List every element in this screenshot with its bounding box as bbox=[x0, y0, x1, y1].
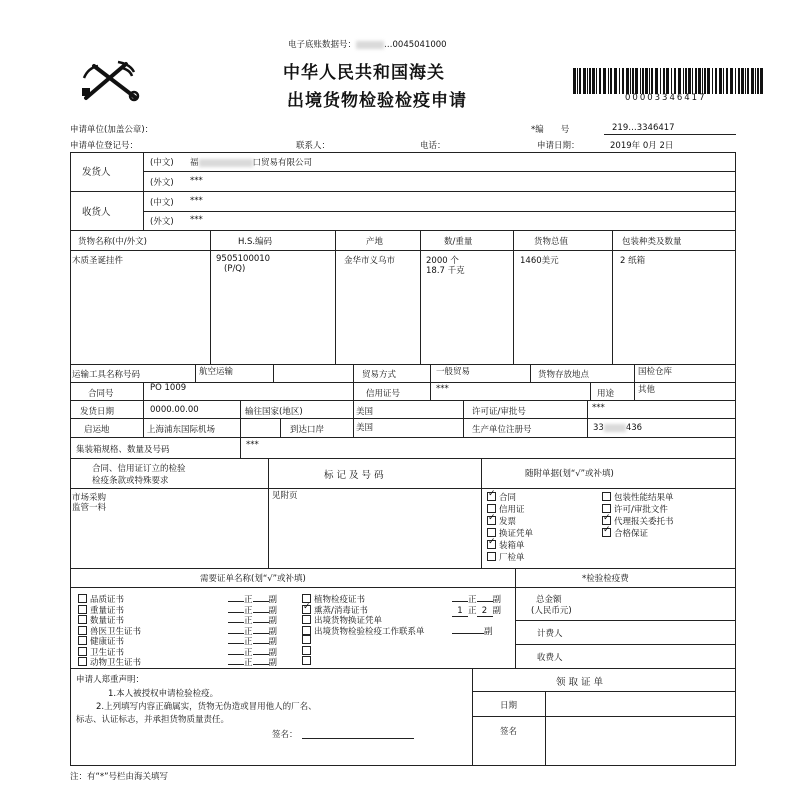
terms-header-2: 检疫条款或特殊要求 bbox=[92, 476, 169, 486]
checkbox[interactable] bbox=[78, 647, 87, 656]
depart-value: 上海浦东国际机场 bbox=[147, 425, 216, 435]
barcode-bar bbox=[651, 68, 653, 94]
cert-right-label: 熏蒸/消毒证书 bbox=[314, 605, 368, 616]
doc-left-item bbox=[487, 515, 533, 527]
cert-right-empty bbox=[302, 635, 512, 667]
title-line-1: 中华人民共和国海关 bbox=[283, 63, 445, 83]
goods-header-name: 货物名称(中/外文) bbox=[78, 237, 147, 247]
date-value: 2019年 0月 2日 bbox=[610, 141, 674, 151]
docs-header: 随附单据(划“√”或补填) bbox=[525, 469, 614, 479]
cert-left-copies[interactable]: 正 副 bbox=[228, 656, 277, 668]
barcode-bar bbox=[674, 68, 676, 94]
cert-right-item bbox=[302, 593, 512, 604]
barcode-bar bbox=[619, 68, 620, 94]
number-value: 219…3346417 bbox=[612, 123, 675, 133]
barcode-bar bbox=[603, 68, 606, 94]
consignor-en-value: *** bbox=[190, 176, 203, 186]
checkbox[interactable] bbox=[78, 626, 87, 635]
goods-packing: 2 纸箱 bbox=[620, 256, 646, 266]
goods-name: 木质圣诞挂件 bbox=[72, 256, 124, 266]
doc-left-item bbox=[487, 539, 533, 551]
checkbox[interactable] bbox=[78, 594, 87, 603]
barcode-bar bbox=[577, 68, 578, 94]
cert-left-label: 健康证书 bbox=[90, 637, 125, 647]
arrive-label: 到达口岸 bbox=[290, 425, 325, 435]
transport-tool-label: 运输工具名称号码 bbox=[72, 370, 141, 380]
barcode-bar bbox=[663, 68, 665, 94]
barcode-bar bbox=[704, 68, 706, 94]
total-label-1: 总金额 bbox=[536, 595, 562, 605]
barcode-bar bbox=[723, 68, 724, 94]
goods-header-qty: 数/重量 bbox=[444, 237, 473, 247]
consignor-cn-label: (中文) bbox=[150, 158, 174, 168]
barcode-bar bbox=[622, 68, 624, 94]
contract-value: PO 1009 bbox=[150, 383, 187, 393]
container-value: *** bbox=[246, 440, 259, 450]
cert-right-item bbox=[302, 604, 512, 615]
phone-label: 电话： bbox=[420, 141, 446, 151]
cert-right-copies[interactable]: 副 bbox=[452, 625, 493, 637]
use-label: 用途 bbox=[597, 389, 615, 399]
checkbox[interactable] bbox=[487, 516, 496, 525]
container-label: 集装箱规格、数量及号码 bbox=[76, 445, 170, 455]
checkbox[interactable] bbox=[487, 504, 496, 513]
cert-left-item bbox=[78, 593, 288, 604]
certs-right-list bbox=[302, 593, 512, 667]
doc-right-item bbox=[602, 503, 674, 515]
collector-label: 收费人 bbox=[537, 653, 563, 663]
applicant-label: 申请单位(加盖公章)： bbox=[70, 125, 154, 135]
cert-right-label: 出境货物检验检疫工作联系单 bbox=[314, 626, 425, 637]
declaration-line-2: 2.上列填写内容正确属实，货物无伪造或冒用他人的厂名、 bbox=[96, 702, 317, 712]
trade-label: 贸易方式 bbox=[362, 370, 397, 380]
receipt-header: 领 取 证 单 bbox=[556, 677, 604, 688]
goods-hs-note: (P/Q) bbox=[224, 264, 246, 274]
barcode-bar bbox=[735, 68, 736, 94]
checkbox[interactable] bbox=[302, 626, 311, 635]
barcode-bar bbox=[587, 68, 588, 94]
docs-left-list bbox=[487, 491, 533, 563]
barcode-bar bbox=[592, 68, 595, 94]
certs-left-list bbox=[78, 593, 288, 667]
consignee-en-label: (外文) bbox=[150, 217, 174, 227]
barcode-bar bbox=[583, 68, 586, 94]
producer-value: 33 436 bbox=[593, 423, 643, 433]
cert-left-item bbox=[78, 604, 288, 615]
barcode-bar bbox=[579, 68, 581, 94]
barcode-bar bbox=[726, 68, 728, 94]
storage-label: 货物存放地点 bbox=[538, 370, 590, 380]
barcode-bar bbox=[707, 68, 710, 94]
terms-value-1: 市场采购 bbox=[72, 493, 107, 503]
barcode-bar bbox=[649, 68, 650, 94]
number-label: *编 号 bbox=[531, 125, 570, 135]
date-label: 申请日期： bbox=[537, 141, 580, 151]
checkbox[interactable] bbox=[78, 657, 87, 666]
serial-label: 电子底账数据号： bbox=[288, 40, 357, 50]
barcode-bar bbox=[589, 68, 591, 94]
cert-left-copies[interactable]: 正 副 bbox=[228, 604, 277, 616]
goods-header-hs: H.S.编码 bbox=[238, 237, 273, 247]
declaration-line-1: 1.本人被授权申请检验检疫。 bbox=[108, 689, 219, 699]
checkbox[interactable] bbox=[302, 605, 311, 614]
producer-label: 生产单位注册号 bbox=[472, 425, 532, 435]
consignee-cn-label: (中文) bbox=[150, 198, 174, 208]
register-label: 申请单位登记号： bbox=[70, 141, 139, 151]
goods-header-value: 货物总值 bbox=[534, 237, 569, 247]
goods-hs-code: 9505100010 bbox=[216, 254, 271, 264]
cert-left-item bbox=[78, 625, 288, 636]
goods-header-packing: 包装种类及数量 bbox=[622, 237, 682, 247]
receipt-sign-label: 签名 bbox=[500, 727, 518, 737]
doc-left-label: 装箱单 bbox=[499, 541, 525, 551]
transport-tool-value: 航空运输 bbox=[199, 367, 234, 377]
barcode-bar bbox=[635, 68, 638, 94]
declaration-title: 申请人郑重声明： bbox=[76, 675, 145, 685]
barcode-bar bbox=[645, 68, 648, 94]
consignee-en-value: *** bbox=[190, 215, 203, 225]
barcode-bar bbox=[702, 68, 703, 94]
cert-left-copies[interactable]: 正 副 bbox=[228, 593, 277, 605]
goods-qty-2: 18.7 千克 bbox=[426, 266, 465, 276]
cert-left-label: 动物卫生证书 bbox=[90, 658, 142, 668]
barcode-bar bbox=[741, 68, 744, 94]
cert-right-item bbox=[302, 614, 512, 625]
depart-label: 启运地 bbox=[84, 425, 110, 435]
doc-right-item bbox=[602, 491, 674, 503]
permit-value: *** bbox=[592, 403, 605, 413]
cert-left-item bbox=[78, 656, 288, 667]
doc-right-item bbox=[602, 515, 674, 527]
use-value: 其他 bbox=[638, 385, 656, 395]
marks-value: 见附页 bbox=[272, 491, 298, 501]
consignor-cn-value: 福 口贸易有限公司 bbox=[190, 158, 313, 168]
goods-origin: 金华市义乌市 bbox=[344, 256, 396, 266]
terms-header-1: 合同、信用证订立的检验 bbox=[92, 464, 186, 474]
checkbox[interactable] bbox=[602, 528, 611, 537]
barcode-bar bbox=[760, 68, 763, 94]
checkbox[interactable] bbox=[487, 540, 496, 549]
cert-left-label: 品质证书 bbox=[90, 595, 125, 605]
title-line-2: 出境货物检验检疫申请 bbox=[287, 91, 467, 111]
barcode-bar bbox=[660, 68, 661, 94]
barcode-bar bbox=[688, 68, 691, 94]
doc-left-label: 厂检单 bbox=[499, 553, 525, 563]
barcode-bar bbox=[655, 68, 658, 94]
doc-right-item bbox=[602, 527, 674, 539]
barcode-bar bbox=[642, 68, 644, 94]
ship-date-label: 发货日期 bbox=[80, 407, 115, 417]
cert-left-copies[interactable]: 正 副 bbox=[228, 635, 277, 647]
barcode-bar bbox=[614, 68, 617, 94]
checkbox[interactable] bbox=[302, 615, 311, 624]
trade-value: 一般贸易 bbox=[436, 367, 471, 377]
declaration-sign-label: 签名： bbox=[272, 730, 298, 740]
barcode-bars bbox=[573, 68, 763, 94]
goods-value: 1460美元 bbox=[520, 256, 559, 266]
barcode-bar bbox=[738, 68, 740, 94]
barcode-bar bbox=[745, 68, 746, 94]
checkbox[interactable] bbox=[602, 492, 611, 501]
barcode-bar bbox=[712, 68, 713, 94]
barcode-bar bbox=[630, 68, 631, 94]
storage-value: 国检仓库 bbox=[638, 367, 673, 377]
checkbox[interactable] bbox=[487, 492, 496, 501]
cert-left-copies[interactable]: 正 副 bbox=[228, 614, 277, 626]
barcode-bar bbox=[757, 68, 759, 94]
barcode-bar bbox=[610, 68, 612, 94]
doc-left-label: 换证凭单 bbox=[499, 529, 534, 539]
barcode-bar bbox=[608, 68, 609, 94]
barcode-bar bbox=[632, 68, 634, 94]
barcode-bar bbox=[719, 68, 722, 94]
consignor-en-label: (外文) bbox=[150, 178, 174, 188]
barcode-bar bbox=[755, 68, 756, 94]
goods-qty-1: 2000 个 bbox=[426, 256, 459, 266]
consignor-label: 发货人 bbox=[82, 167, 111, 178]
checkbox[interactable] bbox=[78, 636, 87, 645]
docs-right-list bbox=[602, 491, 674, 539]
lc-label: 信用证号 bbox=[366, 389, 401, 399]
cert-right-label: 出境货物换证凭单 bbox=[314, 616, 383, 626]
barcode-bar bbox=[573, 68, 576, 94]
goods-header-origin: 产地 bbox=[366, 237, 384, 247]
cert-left-item bbox=[78, 635, 288, 646]
cert-left-label: 卫生证书 bbox=[90, 647, 125, 658]
doc-right-label: 包装性能结果单 bbox=[614, 493, 674, 503]
total-label-2: (人民币元) bbox=[531, 606, 572, 616]
cert-left-item bbox=[78, 614, 288, 625]
lc-value: *** bbox=[436, 384, 449, 394]
ship-date-value: 0000.00.00 bbox=[150, 405, 199, 415]
checkbox[interactable] bbox=[602, 504, 611, 513]
certs-header: 需要证单名称(划“√”或补填) bbox=[200, 574, 306, 584]
cert-left-label: 重量证书 bbox=[90, 605, 125, 616]
receipt-date-label: 日期 bbox=[500, 701, 518, 711]
consignee-cn-value: *** bbox=[190, 196, 203, 206]
barcode-bar bbox=[685, 68, 687, 94]
checkbox[interactable] bbox=[78, 605, 87, 614]
doc-right-label: 合格保证 bbox=[614, 529, 649, 539]
barcode-bar bbox=[692, 68, 693, 94]
barcode-bar bbox=[671, 68, 672, 94]
barcode-number: 00003346417 bbox=[625, 93, 707, 103]
marks-header: 标 记 及 号 码 bbox=[324, 470, 384, 481]
cert-left-label: 兽医卫生证书 bbox=[90, 626, 142, 637]
barcode-bar bbox=[666, 68, 669, 94]
doc-left-label: 发票 bbox=[499, 517, 517, 527]
serial-number bbox=[288, 38, 447, 50]
barcode-bar bbox=[596, 68, 597, 94]
doc-left-label: 合同 bbox=[499, 493, 517, 503]
customs-emblem-icon bbox=[80, 58, 146, 104]
barcode-bar bbox=[683, 68, 684, 94]
cert-right-item bbox=[302, 625, 512, 636]
barcode-bar bbox=[698, 68, 701, 94]
doc-right-label: 代理报关委托书 bbox=[614, 517, 674, 527]
declaration-line-3: 标志、认证标志，并承担货物质量责任。 bbox=[76, 715, 230, 725]
doc-left-item bbox=[487, 551, 533, 563]
consignee-label: 收货人 bbox=[82, 207, 111, 218]
footer-note: 注：有“*”号栏由海关填写 bbox=[70, 772, 169, 782]
barcode-bar bbox=[715, 68, 717, 94]
permit-label: 许可证/审批号 bbox=[472, 407, 526, 417]
barcode-bar bbox=[695, 68, 697, 94]
cert-right-label: 植物检疫证书 bbox=[314, 595, 366, 605]
barcode-bar bbox=[747, 68, 749, 94]
doc-left-item bbox=[487, 491, 533, 503]
doc-left-label: 信用证 bbox=[499, 505, 525, 515]
serial-value: …0045041000 bbox=[384, 40, 447, 50]
dest-value: 美国 bbox=[356, 407, 374, 417]
barcode-bar bbox=[730, 68, 733, 94]
cert-left-label: 数量证书 bbox=[90, 616, 125, 626]
cert-left-item bbox=[78, 646, 288, 657]
barcode-bar bbox=[599, 68, 601, 94]
doc-right-label: 许可/审批文件 bbox=[614, 505, 668, 515]
checkbox[interactable] bbox=[602, 516, 611, 525]
fee-header: *检验检疫费 bbox=[582, 574, 629, 584]
cert-left-copies[interactable]: 正 副 bbox=[228, 625, 277, 637]
barcode-bar bbox=[678, 68, 681, 94]
barcode bbox=[573, 68, 763, 94]
barcode-bar bbox=[626, 68, 629, 94]
barcode-bar bbox=[640, 68, 641, 94]
terms-value-2: 监管一料 bbox=[72, 503, 107, 513]
checkbox[interactable] bbox=[487, 528, 496, 537]
contract-label: 合同号 bbox=[88, 389, 114, 399]
arrive-value: 美国 bbox=[356, 423, 374, 433]
checkbox[interactable] bbox=[487, 552, 496, 561]
barcode-bar bbox=[751, 68, 754, 94]
cert-right-copies[interactable]: 1 正 2 副 bbox=[452, 604, 501, 617]
fee-person-label: 计费人 bbox=[537, 629, 563, 639]
dest-label: 输往国家(地区) bbox=[245, 407, 303, 417]
cert-right-copies[interactable]: 正 副 bbox=[452, 593, 501, 605]
contact-label: 联系人： bbox=[296, 141, 331, 151]
checkbox[interactable] bbox=[78, 615, 87, 624]
cert-left-copies[interactable]: 正 副 bbox=[228, 646, 277, 658]
